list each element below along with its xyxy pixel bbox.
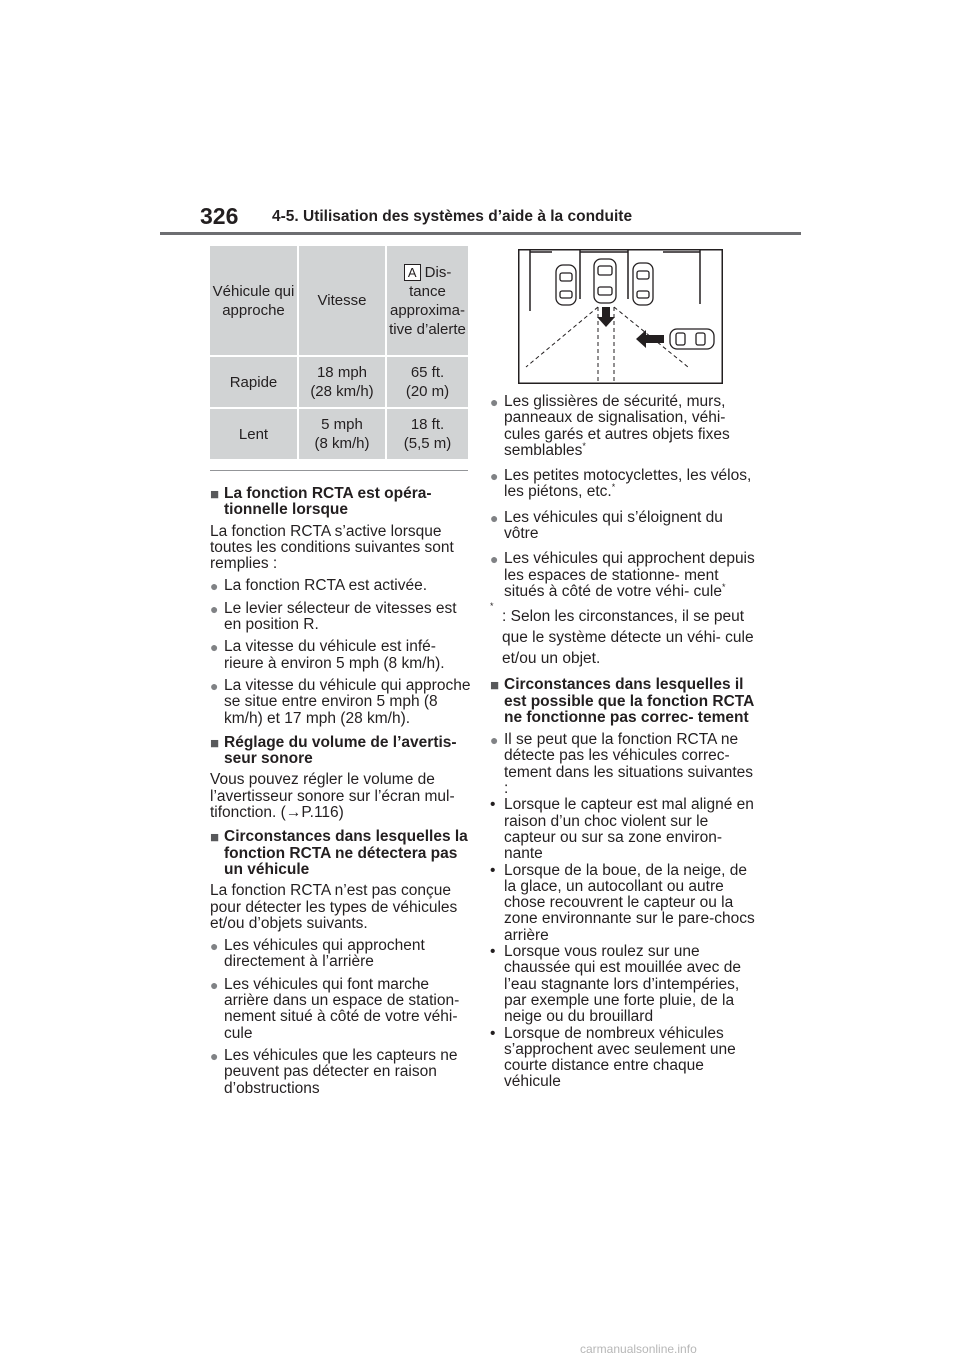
list-item — [210, 1048, 472, 1097]
bullet-icon: ● — [490, 551, 499, 568]
cell-dist-ft: 65 ft. — [410, 364, 445, 381]
bullet-icon: ● — [210, 938, 219, 955]
cell-distance — [386, 356, 468, 408]
footnote-text: : Selon les circonstances, il se peut que le système détecte un véhi- cule et/ou un objet. — [502, 608, 754, 668]
bullet-icon: ● — [210, 578, 219, 595]
cell-speed — [298, 356, 386, 408]
list-item — [490, 468, 760, 501]
sub-bullet-icon: • — [490, 796, 496, 814]
cell-distance — [386, 408, 468, 459]
paragraph — [210, 772, 472, 821]
bullet-icon: ● — [210, 976, 219, 993]
right-column — [490, 394, 760, 1091]
list-item — [210, 601, 472, 634]
sub-list-item — [490, 944, 760, 1025]
header-vehicle: Véhicule qui approche — [210, 246, 298, 356]
list-item — [210, 639, 472, 672]
heading-buzzer-volume — [210, 735, 472, 768]
cell-dist-m: (20 m) — [405, 383, 450, 400]
asterisk: * — [721, 581, 726, 592]
alert-distance-table — [210, 246, 468, 459]
bullet-icon: ● — [210, 639, 219, 656]
sub-bullet-icon: • — [490, 943, 496, 961]
sub-list-item-text: Lorsque le capteur est mal aligné en raison d’un choc violent sur le capteur ou sur sa zone environ- nante — [504, 796, 754, 863]
bullet-icon: ● — [210, 677, 219, 694]
sub-list-item — [490, 1026, 760, 1091]
bullet-icon: ● — [490, 394, 499, 410]
list-item-text: Il se peut que la fonction RCTA ne détecte pas les véhicules correc- tement dans les situations suivantes : — [504, 731, 753, 798]
list-item — [210, 578, 472, 594]
list-item — [210, 938, 472, 971]
header-speed: Vitesse — [298, 246, 386, 356]
list-item-text: Les véhicules qui approchent directement à l’arrière — [224, 937, 425, 971]
sub-list-item-text: Lorsque de la boue, de la neige, de la glace, un autocollant ou autre chose recouvrent le capteur ou la zone environnante sur le pare-chocs arrière — [504, 861, 755, 944]
heading-not-detected — [210, 829, 472, 878]
sub-list-item-text: Lorsque vous roulez sur une chaussée qui est mouillée avec de l’eau stagnante lors d’intempéries, par exemple une forte pluie, de la neige ou du brouillard — [504, 943, 741, 1026]
list-item-text: Les véhicules que les capteurs ne peuvent pas détecter en raison d’obstructions — [224, 1046, 458, 1097]
square-bullet-icon: ■ — [210, 734, 220, 752]
list-item-text: La vitesse du véhicule qui approche se situe entre environ 5 mph (8 km/h) et 17 mph (28 km/h). — [224, 676, 471, 727]
heading-text: Circonstances dans lesquelles il est possible que la fonction RCTA ne fonctionne pas correc- tement — [504, 676, 754, 726]
table-header-row — [210, 246, 468, 356]
list-item-text: La fonction RCTA est activée. — [224, 577, 428, 595]
heading-text: La fonction RCTA est opéra- tionnelle lorsque — [224, 485, 432, 519]
list-item — [210, 678, 472, 727]
header-distance — [386, 246, 468, 356]
cell-speed-mph: 18 mph — [316, 364, 368, 381]
cell-speed-mph: 5 mph — [321, 416, 363, 433]
list-item-text: Les véhicules qui font marche arrière dans un espace de station- nement situé à côté de votre véhi- cule — [224, 975, 460, 1042]
square-bullet-icon: ■ — [210, 829, 220, 847]
asterisk: * — [611, 482, 616, 493]
cell-vehicle: Rapide — [210, 356, 298, 408]
sub-list-item-text: Lorsque de nombreux véhicules s’approchent avec seulement une courte distance entre chaque véhicule — [504, 1024, 736, 1091]
parking-rear-cross-traffic-diagram — [518, 249, 723, 384]
table-divider — [210, 470, 468, 471]
watermark: carmanualsonline.info — [580, 1342, 697, 1356]
section-title: 4-5. Utilisation des systèmes d’aide à la conduite — [272, 208, 633, 225]
sub-bullet-icon: • — [490, 1024, 496, 1042]
heading-text: Réglage du volume de l’avertis- seur sonore — [224, 733, 457, 768]
header-distance-label: Dis- tance approxima- tive d’alerte — [389, 263, 466, 338]
arrow-right-icon: → — [285, 804, 302, 822]
cell-vehicle: Lent — [210, 408, 298, 459]
table-row — [210, 356, 468, 408]
heading-rcta-operational — [210, 486, 472, 519]
cell-speed — [298, 408, 386, 459]
cell-dist-ft: 18 ft. — [410, 416, 445, 433]
square-bullet-icon: ■ — [210, 486, 220, 503]
header-rule — [160, 232, 801, 235]
list-item — [490, 551, 760, 600]
bullet-icon: ● — [490, 468, 499, 485]
bullet-icon: ● — [490, 732, 499, 749]
list-item — [490, 510, 760, 543]
paragraph: La fonction RCTA s’active lorsque toutes les conditions suivantes sont remplies : — [210, 522, 454, 573]
sub-list-item — [490, 797, 760, 862]
diagram-svg — [518, 249, 723, 384]
list-item-text: Les véhicules qui approchent depuis les espaces de stationne- ment situés à côté de votre véhi- cule — [504, 550, 755, 600]
cell-speed-kmh: (8 km/h) — [314, 435, 370, 452]
sub-bullet-icon: • — [490, 861, 496, 879]
list-item-text: Les véhicules qui s’éloignent du vôtre — [504, 508, 723, 543]
list-item — [210, 977, 472, 1042]
list-item-text: La vitesse du véhicule est infé- rieure à environ 5 mph (8 km/h). — [224, 638, 445, 672]
page-reference-link[interactable]: P.116) — [301, 804, 344, 822]
cell-dist-m: (5,5 m) — [403, 435, 452, 452]
asterisk: * — [582, 440, 586, 451]
heading-text: Circonstances dans lesquelles la fonction RCTA ne détectera pas un véhicule — [224, 828, 468, 878]
badge-a: A — [404, 264, 421, 281]
cell-speed-kmh: (28 km/h) — [310, 383, 374, 400]
heading-may-not-work — [490, 677, 760, 726]
list-item-text: Le levier sélecteur de vitesses est en position R. — [224, 599, 457, 634]
page-number: 326 — [200, 203, 239, 229]
paragraph-text: Vous pouvez régler le volume de l’avertisseur sonore sur l’écran mul- tifonction. ( — [210, 771, 455, 822]
list-item — [490, 732, 760, 797]
square-bullet-icon: ■ — [490, 677, 500, 695]
bullet-icon: ● — [210, 600, 219, 617]
list-item — [490, 394, 760, 459]
footnote: * : Selon les circonstances, il se peut que le système détecte un véhi- cule et/ou un objet. — [490, 601, 754, 668]
table-row — [210, 408, 468, 459]
list-item-text: Les glissières de sécurité, murs, panneaux de signalisation, véhi- cules garés et autres objets fixes semblables — [504, 393, 730, 459]
bullet-icon: ● — [490, 509, 499, 526]
left-column — [210, 480, 472, 1097]
sub-list-item — [490, 863, 760, 944]
bullet-icon: ● — [210, 1047, 219, 1064]
paragraph: La fonction RCTA n’est pas conçue pour détecter les types de véhicules et/ou d’objets suivants. — [210, 882, 458, 932]
list-item-text: Les petites motocyclettes, les vélos, les piétons, etc. — [504, 467, 752, 501]
